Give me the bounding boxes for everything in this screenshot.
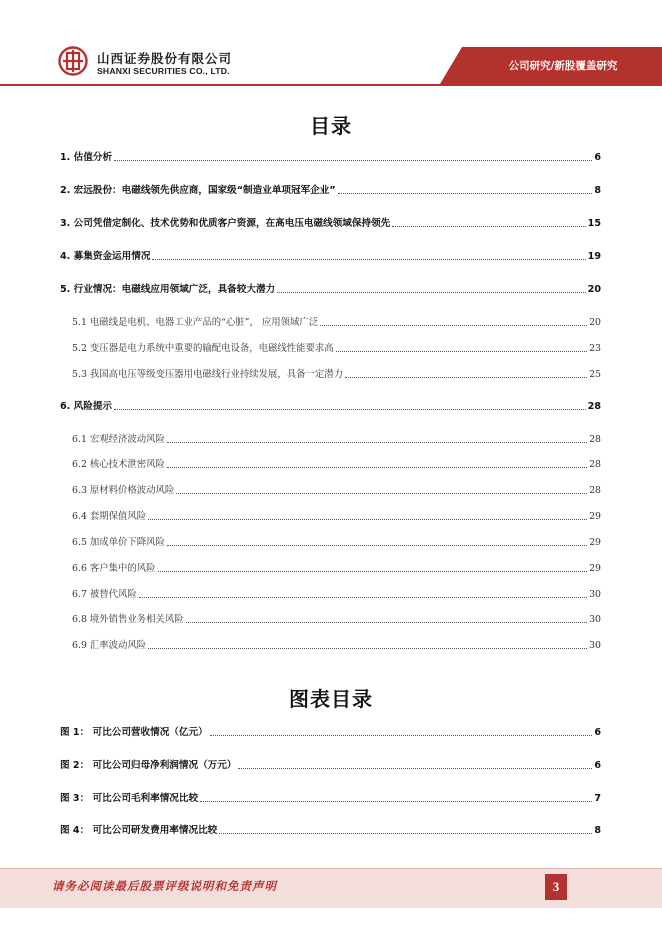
- toc-entry-label: 2. 宏远股份：电磁线领先供应商，国家级“制造业单项冠军企业”: [60, 185, 336, 196]
- toc-entry-page: 19: [587, 251, 601, 262]
- toc-entry-page: 29: [589, 563, 601, 574]
- toc-entry-page: 30: [589, 640, 601, 651]
- toc-entry-page: 29: [589, 511, 601, 522]
- dot-leader: [277, 292, 586, 293]
- toc-entry-page: 29: [589, 537, 601, 548]
- dot-leader: [219, 833, 592, 834]
- toc-entry-label: 6.7 被替代风险: [72, 589, 137, 600]
- dot-leader: [200, 801, 592, 802]
- report-section-label: 公司研究/新股覆盖研究: [508, 60, 618, 72]
- company-name-cn: 山西证券股份有限公司: [97, 51, 233, 66]
- toc-entry-page: 30: [589, 614, 601, 625]
- figure-entry-page: 6: [594, 760, 601, 771]
- figure-entry-label: 图 4： 可比公司研发费用率情况比较: [60, 825, 218, 836]
- toc-entry-page: 28: [587, 401, 601, 412]
- toc-subentry[interactable]: [72, 457, 601, 471]
- toc-entry[interactable]: [60, 216, 601, 230]
- figure-entry-page: 7: [594, 793, 601, 804]
- toc-entry[interactable]: [60, 282, 601, 296]
- dot-leader: [148, 648, 587, 649]
- toc-entry[interactable]: [60, 183, 601, 197]
- toc-entry-page: 23: [589, 343, 601, 354]
- dot-leader: [238, 768, 592, 769]
- toc-title: 目录: [310, 114, 352, 138]
- dot-leader: [186, 622, 587, 623]
- toc-entry-page: 25: [589, 369, 601, 380]
- toc-entry-label: 6.3 原材料价格波动风险: [72, 485, 175, 496]
- figure-entry-page: 8: [594, 825, 601, 836]
- shanxi-securities-logo-icon: [58, 46, 88, 76]
- toc-subentry[interactable]: [72, 587, 601, 601]
- toc-subentry[interactable]: [72, 315, 601, 329]
- toc-subentry[interactable]: [72, 561, 601, 575]
- toc-entry-label: 5.3 我国高电压等级变压器用电磁线行业持续发展，具备一定潜力: [72, 369, 344, 380]
- toc-entry-label: 1. 估值分析: [60, 152, 113, 163]
- toc-entry-page: 30: [589, 589, 601, 600]
- dot-leader: [139, 597, 587, 598]
- dot-leader: [336, 351, 587, 352]
- toc-entry-label: 6.9 汇率波动风险: [72, 640, 147, 651]
- toc-entry-page: 15: [587, 218, 601, 229]
- toc-entry-page: 28: [589, 485, 601, 496]
- dot-leader: [167, 467, 587, 468]
- dot-leader: [114, 409, 586, 410]
- toc-entry[interactable]: [60, 399, 601, 413]
- toc-entry-label: 6.8 境外销售业务相关风险: [72, 614, 184, 625]
- toc-entry-page: 28: [589, 434, 601, 445]
- dot-leader: [167, 545, 587, 546]
- dot-leader: [210, 735, 593, 736]
- toc-subentry[interactable]: [72, 432, 601, 446]
- toc-entry-label: 6.2 核心技术泄密风险: [72, 459, 165, 470]
- toc-entry-label: 6.4 套期保值风险: [72, 511, 147, 522]
- toc-entry-page: 6: [594, 152, 601, 163]
- figure-entry-page: 6: [594, 727, 601, 738]
- figure-entry[interactable]: [60, 758, 601, 772]
- toc-entry-page: 28: [589, 459, 601, 470]
- toc-entry-label: 3. 公司凭借定制化、技术优势和优质客户资源，在高电压电磁线领域保持领先: [60, 218, 391, 229]
- toc-subentry[interactable]: [72, 612, 601, 626]
- dot-leader: [320, 325, 587, 326]
- dot-leader: [167, 442, 587, 443]
- page-number: 3: [545, 874, 567, 900]
- toc-entry-label: 6. 风险提示: [60, 401, 113, 412]
- toc-subentry[interactable]: [72, 483, 601, 497]
- figure-list-title: 图表目录: [289, 687, 373, 711]
- figure-entry-label: 图 1： 可比公司营收情况（亿元）: [60, 727, 208, 738]
- dot-leader: [158, 571, 588, 572]
- toc-subentry[interactable]: [72, 341, 601, 355]
- dot-leader: [114, 160, 592, 161]
- figure-entry-label: 图 2： 可比公司归母净利润情况（万元）: [60, 760, 237, 771]
- toc-entry-label: 6.1 宏观经济波动风险: [72, 434, 165, 445]
- toc-entry-label: 6.5 加成单价下降风险: [72, 537, 165, 548]
- disclaimer-notice: 请务必阅读最后股票评级说明和免责声明: [52, 879, 277, 893]
- toc-entry-label: 6.6 客户集中的风险: [72, 563, 156, 574]
- figure-entry-label: 图 3： 可比公司毛利率情况比较: [60, 793, 199, 804]
- dot-leader: [338, 193, 593, 194]
- toc-entry-label: 5. 行业情况：电磁线应用领域广泛，具备较大潜力: [60, 284, 276, 295]
- dot-leader: [176, 493, 587, 494]
- dot-leader: [392, 226, 585, 227]
- figure-entry[interactable]: [60, 823, 601, 837]
- toc-entry-page: 20: [589, 317, 601, 328]
- figure-entry[interactable]: [60, 725, 601, 739]
- dot-leader: [152, 259, 585, 260]
- toc-entry-label: 5.2 变压器是电力系统中重要的输配电设备，电磁线性能要求高: [72, 343, 334, 354]
- toc-entry[interactable]: [60, 249, 601, 263]
- dot-leader: [345, 377, 587, 378]
- toc-entry-label: 4. 募集资金运用情况: [60, 251, 151, 262]
- toc-entry[interactable]: [60, 150, 601, 164]
- toc-subentry[interactable]: [72, 367, 601, 381]
- toc-subentry[interactable]: [72, 638, 601, 652]
- toc-entry-label: 5.1 电磁线是电机、电器工业产品的“心脏”， 应用领域广泛: [72, 317, 319, 328]
- figure-entry[interactable]: [60, 791, 601, 805]
- toc-entry-page: 20: [587, 284, 601, 295]
- toc-subentry[interactable]: [72, 535, 601, 549]
- toc-entry-page: 8: [594, 185, 601, 196]
- company-name-en: SHANXI SECURITIES CO., LTD.: [97, 66, 230, 76]
- header-divider: [0, 84, 662, 86]
- toc-subentry[interactable]: [72, 509, 601, 523]
- dot-leader: [148, 519, 587, 520]
- page-header: [0, 0, 662, 92]
